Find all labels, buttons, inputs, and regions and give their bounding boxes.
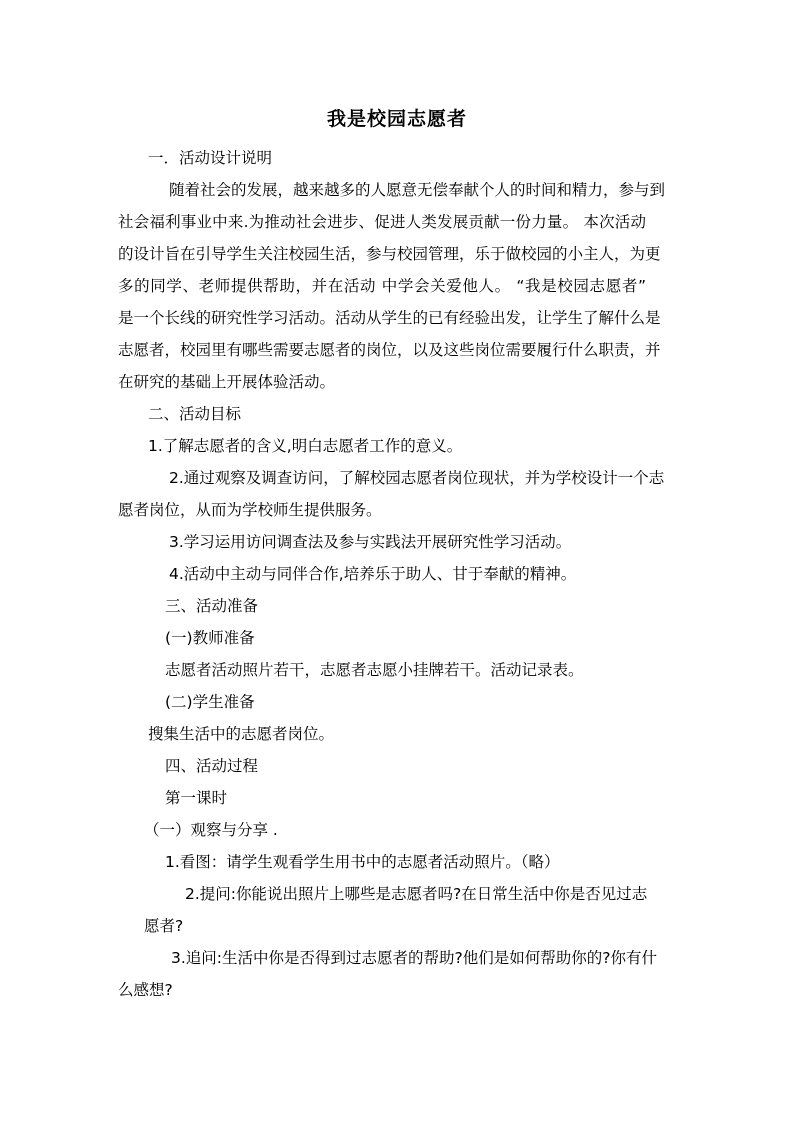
process-step-continued: 愿者?	[144, 917, 184, 935]
subheading-observe-share: （一）观察与分享 .	[144, 821, 278, 839]
goal-item-continued: 愿者岗位，从而为学校师生提供服务。	[118, 501, 382, 519]
goal-item: 1.了解志愿者的含义,明白志愿者工作的意义。	[148, 437, 463, 455]
paragraph-line: 在研究的基础上开展体验活动。	[118, 373, 336, 391]
subheading-teacher-preparation: (一)教师准备	[165, 629, 255, 647]
goal-item: 4.活动中主动与同伴合作,培养乐于助人、甘于奉献的精神。	[169, 565, 577, 583]
lesson-heading: 第一课时	[165, 789, 228, 807]
paragraph-line: 志愿者活动照片若干，志愿者志愿小挂牌若干。活动记录表。	[165, 661, 584, 679]
paragraph-line: 社会福利事业中来.为推动社会进步、促进人类发展贡献一份力量。 本次活动	[118, 213, 646, 231]
paragraph-line: 搜集生活中的志愿者岗位。	[148, 725, 335, 743]
process-step: 3.追问:生活中你是否得到过志愿者的帮助?他们是如何帮助你的?你有什	[171, 949, 657, 967]
paragraph-line: 随着社会的发展，越来越多的人愿意无偿奉献个人的时间和精力，参与到	[169, 181, 666, 199]
section-heading-process: 四、活动过程	[165, 757, 259, 775]
paragraph-line: 的设计旨在引导学生关注校园生活，参与校园管理，乐于做校园的小主人，为更	[118, 245, 661, 263]
subheading-student-preparation: (二)学生准备	[165, 693, 255, 711]
section-heading-design: 一．活动设计说明	[148, 149, 273, 167]
paragraph-line: 是一个长线的研究性学习活动。活动从学生的已有经验出发，让学生了解什么是	[118, 309, 661, 327]
section-heading-preparation: 三、活动准备	[165, 597, 259, 615]
document-title: 我是校园志愿者	[326, 108, 467, 130]
process-step: 1.看图：请学生观看学生用书中的志愿者活动照片。（略）	[165, 853, 560, 871]
goal-item: 2.通过观察及调查访问，了解校园志愿者岗位现状，并为学校设计一个志	[169, 469, 665, 487]
paragraph-line: 多的同学、老师提供帮助，并在活动 中学会关爱他人。 “我是校园志愿者”	[118, 277, 646, 295]
section-heading-goals: 二、活动目标	[148, 405, 242, 423]
paragraph-line: 志愿者，校园里有哪些需要志愿者的岗位，以及这些岗位需要履行什么职责，并	[118, 341, 661, 359]
process-step-continued: 么感想?	[118, 981, 173, 999]
process-step: 2.提问:你能说出照片上哪些是志愿者吗?在日常生活中你是否见过志	[185, 885, 648, 903]
goal-item: 3.学习运用访问调查法及参与实践法开展研究性学习活动。	[169, 533, 572, 551]
